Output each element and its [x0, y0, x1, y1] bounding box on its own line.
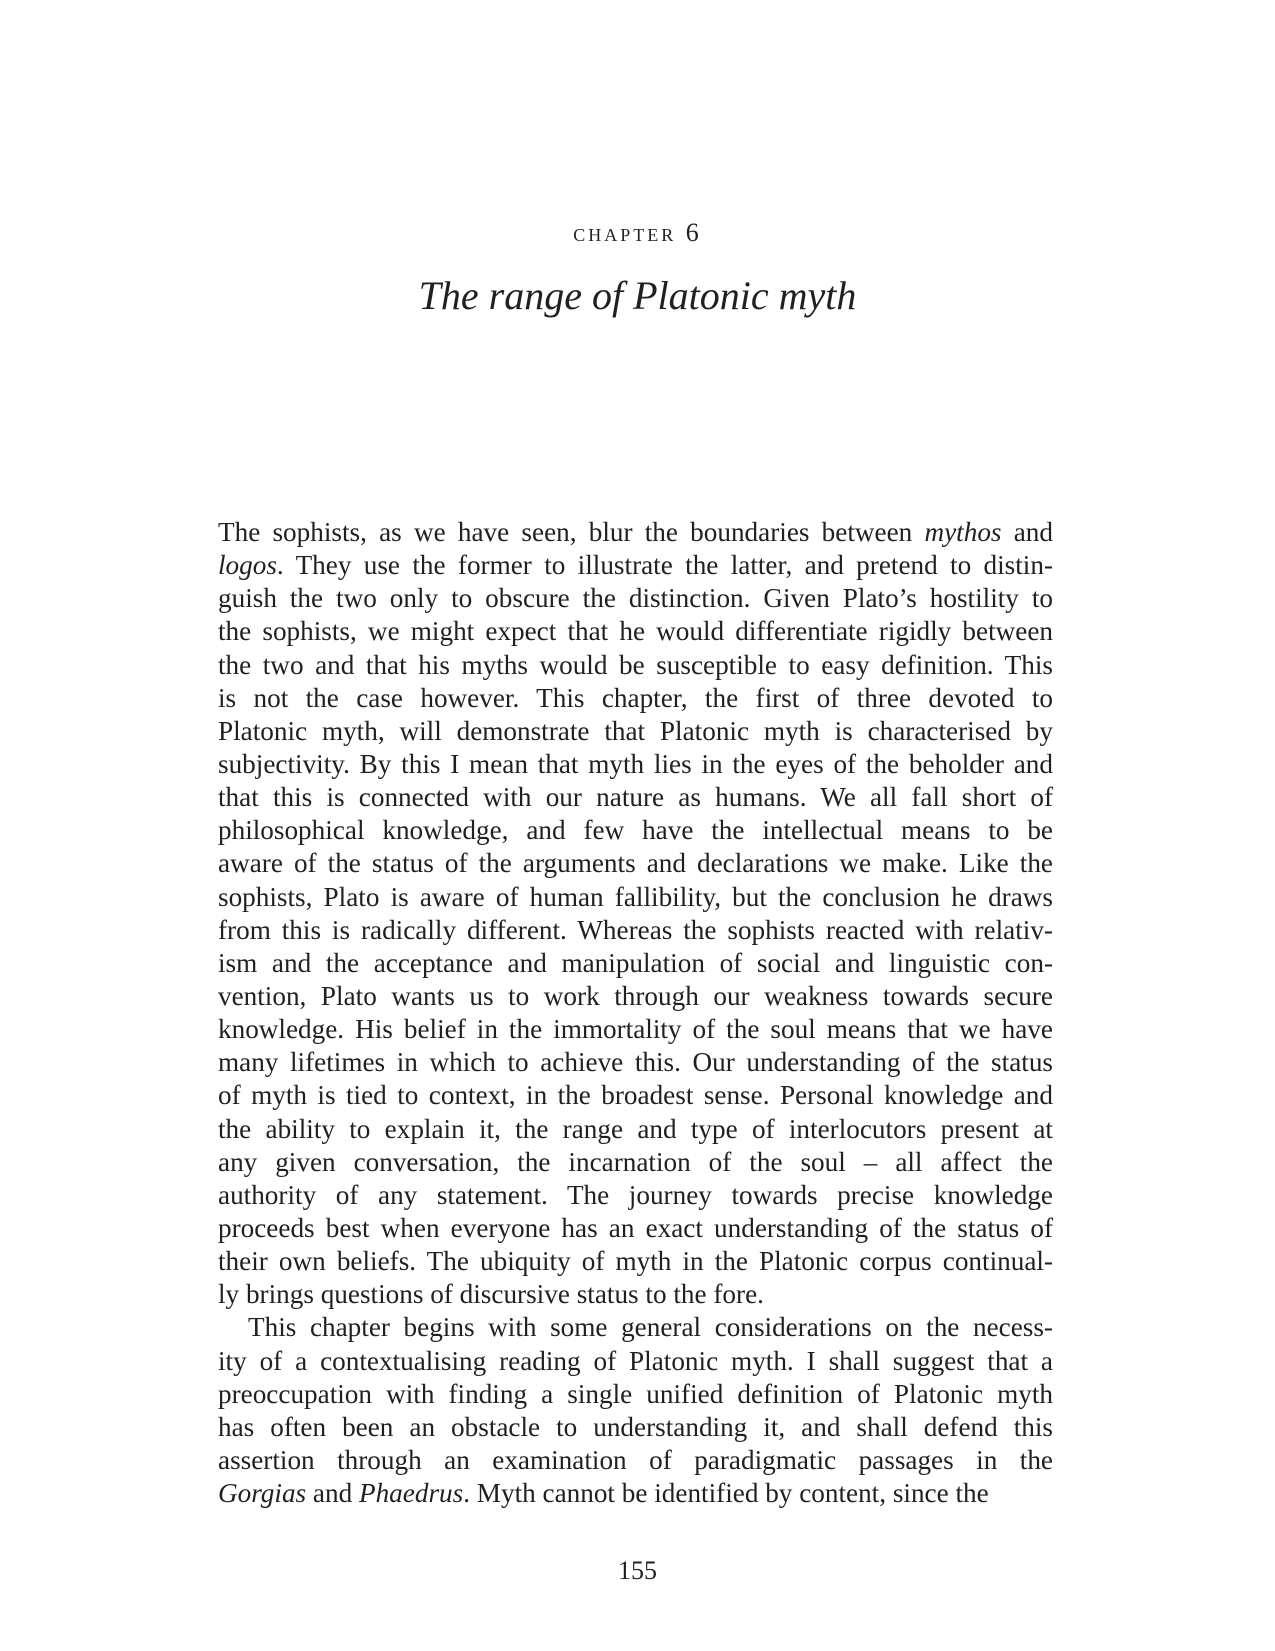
text-line: sophists, Plato is aware of human fallibility, but the conclusion he draws: [218, 881, 1053, 912]
italic-term: logos: [218, 550, 277, 581]
text-line: This chapter begins with some general considerations on the necess-: [248, 1312, 1053, 1343]
text-line: preoccupation with finding a single unified definition of Platonic myth: [218, 1378, 1053, 1409]
text-line: the two and that his myths would be susceptible to easy definition. This: [218, 649, 1053, 680]
text-line: the sophists, we might expect that he would differentiate rigidly between: [218, 616, 1053, 647]
text-line: philosophical knowledge, and few have the intellectual means to be: [218, 815, 1053, 846]
text-line: any given conversation, the incarnation of the soul – all affect the: [218, 1146, 1053, 1177]
text-line: many lifetimes in which to achieve this. Our understanding of the status: [218, 1047, 1053, 1078]
text-line: has often been an obstacle to understanding it, and shall defend this: [218, 1411, 1053, 1442]
chapter-number: 6: [685, 218, 702, 247]
text-line: vention, Plato wants us to work through our weakness towards secure: [218, 980, 1053, 1011]
body-text: [218, 516, 1053, 1510]
paragraph: [218, 516, 1053, 1311]
text-line: authority of any statement. The journey towards precise knowledge: [218, 1179, 1053, 1210]
text-line: their own beliefs. The ubiquity of myth in the Platonic corpus continual-: [218, 1246, 1053, 1277]
text-line: ity of a contextualising reading of Platonic myth. I shall suggest that a: [218, 1345, 1053, 1376]
text-line: aware of the status of the arguments and declarations we make. Like the: [218, 848, 1053, 879]
text-line: The sophists, as we have seen, blur the boundaries between mythos and: [218, 517, 1053, 547]
text-line: ly brings questions of discursive status to the fore.: [218, 1279, 764, 1310]
italic-term: Phaedrus: [358, 1478, 464, 1509]
chapter-title: The range of Platonic myth: [418, 273, 857, 318]
page-number: 155: [618, 1556, 657, 1585]
text-line: knowledge. His belief in the immortality of the soul means that we have: [218, 1014, 1053, 1045]
text-line: of myth is tied to context, in the broadest sense. Personal knowledge and: [218, 1080, 1053, 1111]
text-line: assertion through an examination of paradigmatic passages in the: [218, 1444, 1053, 1475]
text-line: Gorgias and Phaedrus. Myth cannot be identified by content, since the: [218, 1478, 989, 1509]
chapter-label: [0, 218, 1275, 248]
italic-term: mythos: [924, 517, 1002, 547]
paragraph: [218, 1311, 1053, 1510]
text-line: from this is radically different. Whereas the sophists reacted with relativ-: [218, 914, 1053, 945]
text-line: logos. They use the former to illustrate the latter, and pretend to distin-: [218, 550, 1053, 581]
text-line: Platonic myth, will demonstrate that Platonic myth is characterised by: [218, 715, 1053, 746]
text-line: the ability to explain it, the range and type of interlocutors present at: [218, 1113, 1053, 1144]
text-line: proceeds best when everyone has an exact understanding of the status of: [218, 1212, 1053, 1243]
text-line: guish the two only to obscure the distinction. Given Plato’s hostility to: [218, 583, 1053, 614]
chapter-label-word: chapter: [573, 218, 677, 247]
italic-term: Gorgias: [218, 1478, 307, 1509]
text-line: is not the case however. This chapter, the first of three devoted to: [218, 682, 1053, 713]
text-line: that this is connected with our nature as humans. We all fall short of: [218, 782, 1053, 813]
text-line: ism and the acceptance and manipulation of social and linguistic con-: [218, 947, 1053, 978]
text-line: subjectivity. By this I mean that myth lies in the eyes of the beholder and: [218, 748, 1053, 779]
